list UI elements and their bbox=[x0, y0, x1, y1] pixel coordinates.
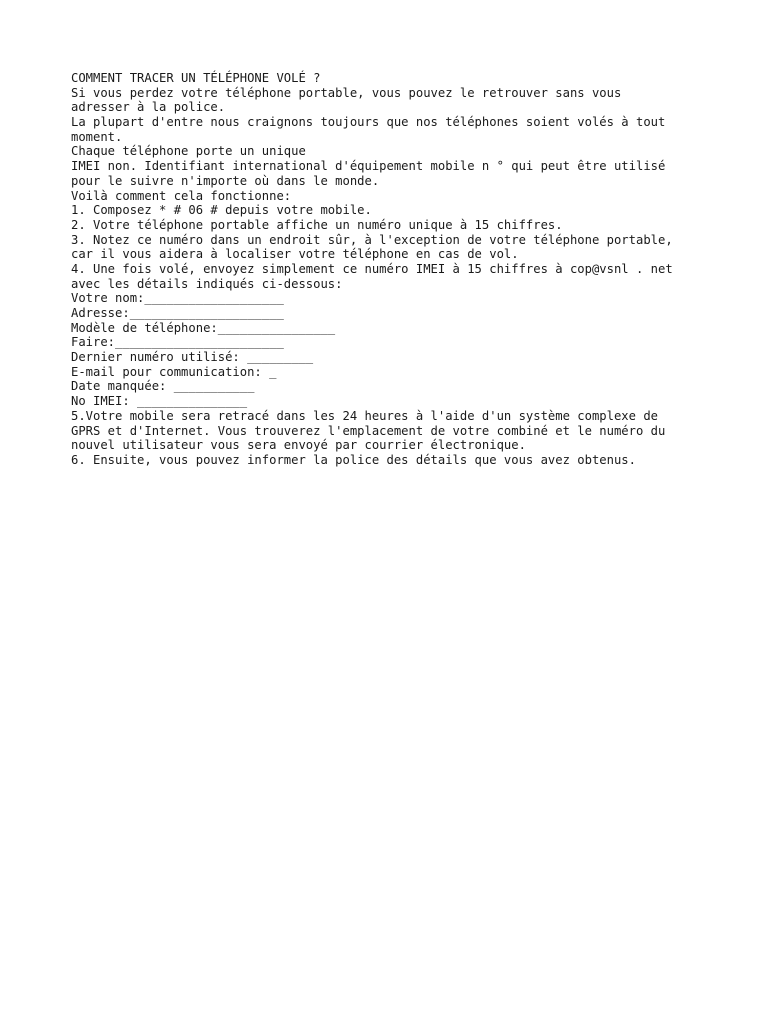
step-line: 3. Notez ce numéro dans un endroit sûr, à l'exception de votre téléphone portable, bbox=[71, 232, 673, 247]
form-field-line: Date manquée: ___________ bbox=[71, 379, 255, 394]
step-line: car il vous aidera à localiser votre téléphone en cas de vol. bbox=[71, 247, 519, 262]
text-line: Chaque téléphone porte un unique bbox=[71, 144, 306, 159]
step-line: 4. Une fois volé, envoyez simplement ce numéro IMEI à 15 chiffres à cop@vsnl . net bbox=[71, 261, 673, 276]
step-line: 1. Composez * # 06 # depuis votre mobile. bbox=[71, 203, 372, 218]
form-field-line: No IMEI: _______________ bbox=[71, 394, 248, 409]
form-field-line: Modèle de téléphone:________________ bbox=[71, 320, 336, 335]
step-line: nouvel utilisateur vous sera envoyé par courrier électronique. bbox=[71, 438, 526, 453]
text-line: moment. bbox=[71, 129, 123, 144]
form-field-line: Faire:_______________________ bbox=[71, 335, 284, 350]
text-line: Si vous perdez votre téléphone portable, vous pouvez le retrouver sans vous bbox=[71, 85, 622, 100]
text-line: IMEI non. Identifiant international d'équipement mobile n ° qui peut être utilisé bbox=[71, 159, 666, 174]
text-line: adresser à la police. bbox=[71, 100, 226, 115]
document-title: COMMENT TRACER UN TÉLÉPHONE VOLÉ ? bbox=[71, 71, 321, 85]
document-body bbox=[71, 71, 711, 468]
form-field-line: E-mail pour communication: _ bbox=[71, 364, 277, 379]
text-line: La plupart d'entre nous craignons toujours que nos téléphones soient volés à tout bbox=[71, 115, 666, 130]
step-line: 2. Votre téléphone portable affiche un numéro unique à 15 chiffres. bbox=[71, 217, 563, 232]
step-line: GPRS et d'Internet. Vous trouverez l'emplacement de votre combiné et le numéro du bbox=[71, 423, 666, 438]
step-line: 6. Ensuite, vous pouvez informer la police des détails que vous avez obtenus. bbox=[71, 452, 636, 467]
step-line: avec les détails indiqués ci-dessous: bbox=[71, 276, 343, 291]
form-field-line: Dernier numéro utilisé: _________ bbox=[71, 350, 314, 365]
text-line: Voilà comment cela fonctionne: bbox=[71, 188, 292, 203]
form-field-line: Votre nom:___________________ bbox=[71, 291, 284, 306]
step-line: 5.Votre mobile sera retracé dans les 24 heures à l'aide d'un système complexe de bbox=[71, 408, 658, 423]
form-field-line: Adresse:_____________________ bbox=[71, 306, 284, 320]
text-line: pour le suivre n'importe où dans le monde. bbox=[71, 173, 380, 188]
